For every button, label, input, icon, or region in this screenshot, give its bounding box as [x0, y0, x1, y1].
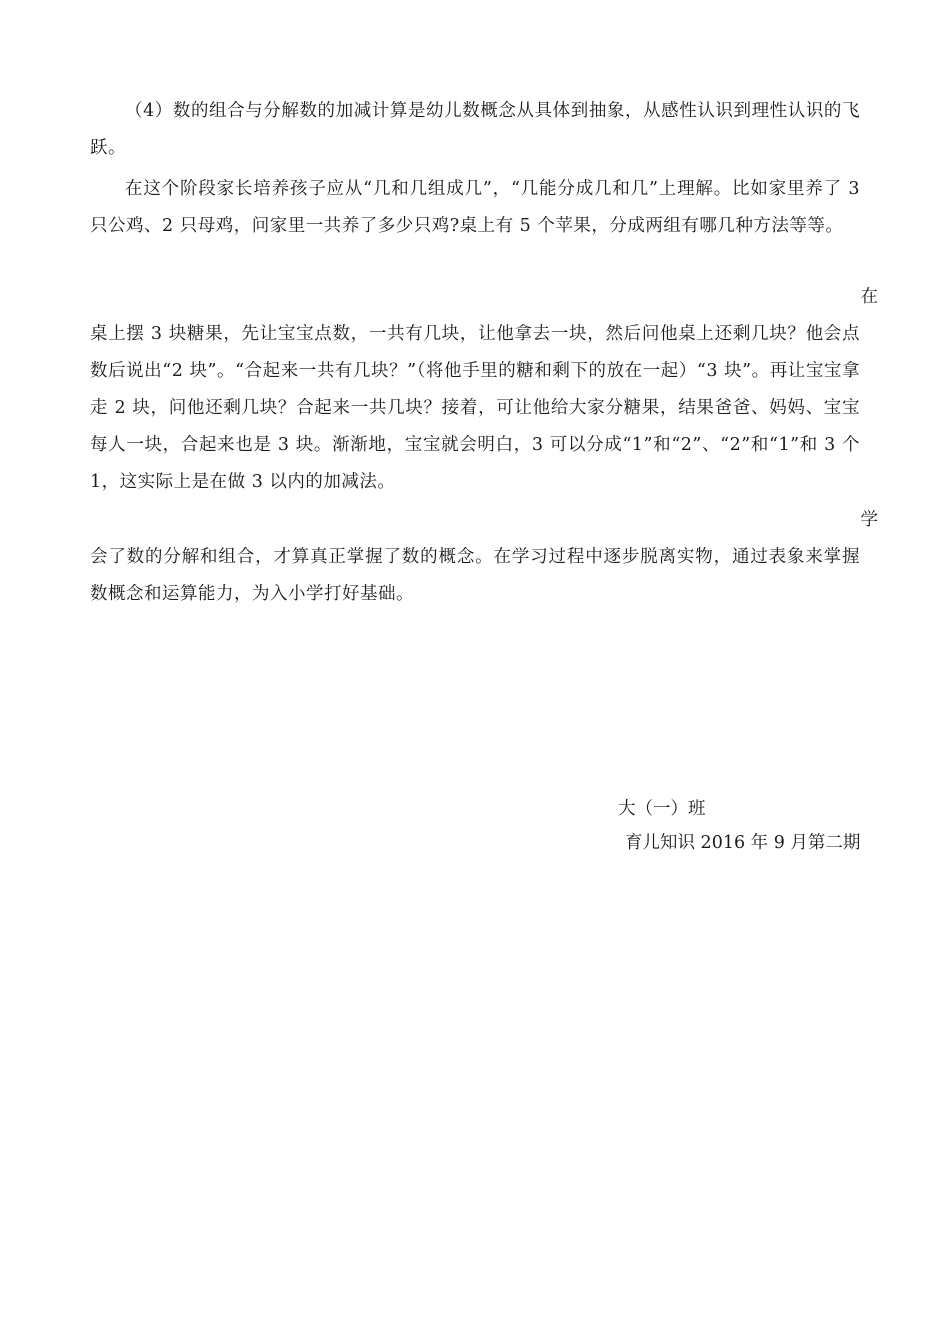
footer-issue: 育儿知识 2016 年 9 月第二期	[625, 833, 861, 853]
paragraph-conclusion-lead-char: 学	[860, 510, 878, 530]
paragraph-number-composition: （4）数的组合与分解数的加减计算是幼儿数概念从具体到抽象，从感性认识到理性认识的飞跃。	[90, 101, 860, 158]
paragraph-parent-guidance: 在这个阶段家长培养孩子应从“几和几组成几”，“几能分成几和几”上理解。比如家里养了 3 只公鸡、2 只母鸡，问家里一共养了多少只鸡?桌上有 5 个苹果，分成两组有哪几种方法等等。	[90, 179, 860, 236]
paragraph-candy-example: 桌上摆 3 块糖果，先让宝宝点数，一共有几块，让他拿去一块，然后问他桌上还剩几块？他会点数后说出“2 块”。“合起来一共有几块？”（将他手里的糖和剩下的放在一起）“3 块”。再让宝宝拿走 2 块，问他还剩几块？合起来一共几块？接着，可让他给大家分糖果，结果爸爸、妈妈、宝宝每人一块，合起来也是 3 块。渐渐地，宝宝就会明白，3 可以分成“1”和“2”、“2”和“1”和 3 个 1，这实际上是在做 3 以内的加减法。	[90, 324, 860, 492]
paragraph-conclusion: 会了数的分解和组合，才算真正掌握了数的概念。在学习过程中逐步脱离实物，通过表象来掌握数概念和运算能力，为入小学打好基础。	[90, 547, 860, 604]
paragraph-candy-lead-char: 在	[860, 287, 878, 307]
footer-class-name: 大（一）班	[618, 799, 706, 819]
